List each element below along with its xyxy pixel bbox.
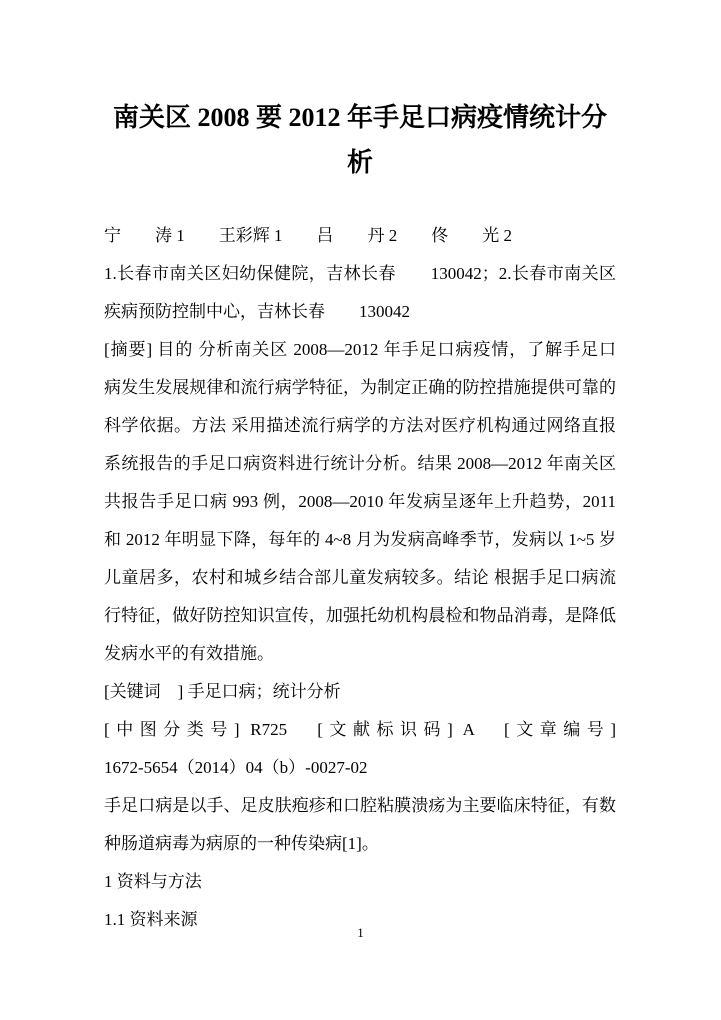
section-heading-data-source: 1.1 资料来源	[104, 910, 198, 930]
keywords-line: [关键词 ] 手足口病；统计分析	[104, 682, 341, 702]
section-heading-methods: 1 资料与方法	[104, 872, 202, 892]
paper-title-line-2: 析	[346, 148, 373, 178]
abstract-line-4: 系统报告的手足口病资料进行统计分析。结果 2008—2012 年南关区	[104, 454, 616, 474]
intro-line-2: 种肠道病毒为病原的一种传染病[1]。	[104, 834, 379, 854]
classification-line-1: [中图分类号] R725 [文献标识码] A [文章编号]	[104, 720, 616, 740]
abstract-line-2: 病发生发展规律和流行病学特征，为制定正确的防控措施提供可靠的	[104, 378, 616, 398]
intro-line-1: 手足口病是以手、足皮肤疱疹和口腔粘膜溃疡为主要临床特征，有数	[104, 796, 616, 816]
paper-title	[104, 17, 616, 185]
abstract-line-6: 和 2012 年明显下降，每年的 4~8 月为发病高峰季节，发病以 1~5 岁	[104, 530, 616, 550]
abstract-line-5: 共报告手足口病 993 例，2008—2010 年发病呈逐年上升趋势，2011	[104, 492, 616, 512]
authors-line: 宁 涛 1 王彩辉 1 吕 丹 2 佟 光 2	[104, 226, 512, 246]
affiliation-line-1: 1.长春市南关区妇幼保健院，吉林长春 130042；2.长春市南关区	[104, 264, 616, 284]
page-number: 1	[357, 925, 364, 940]
abstract-line-3: 科学依据。方法 采用描述流行病学的方法对医疗机构通过网络直报	[104, 416, 616, 436]
affiliation-line-2: 疾病预防控制中心，吉林长春 130042	[104, 302, 410, 322]
abstract-line-9: 发病水平的有效措施。	[104, 644, 274, 664]
abstract-line-8: 行特征，做好防控知识宣传，加强托幼机构晨检和物品消毒，是降低	[104, 606, 616, 626]
paper-title-line-1: 南关区 2008 要 2012 年手足口病疫情统计分	[112, 103, 607, 133]
abstract-line-7: 儿童居多，农村和城乡结合部儿童发病较多。结论 根据手足口病流	[104, 568, 616, 588]
paper-body	[104, 217, 616, 939]
classification-line-2: 1672-5654（2014）04（b）-0027-02	[104, 758, 368, 778]
abstract-line-1: [摘要] 目的 分析南关区 2008—2012 年手足口病疫情，了解手足口	[104, 340, 616, 360]
